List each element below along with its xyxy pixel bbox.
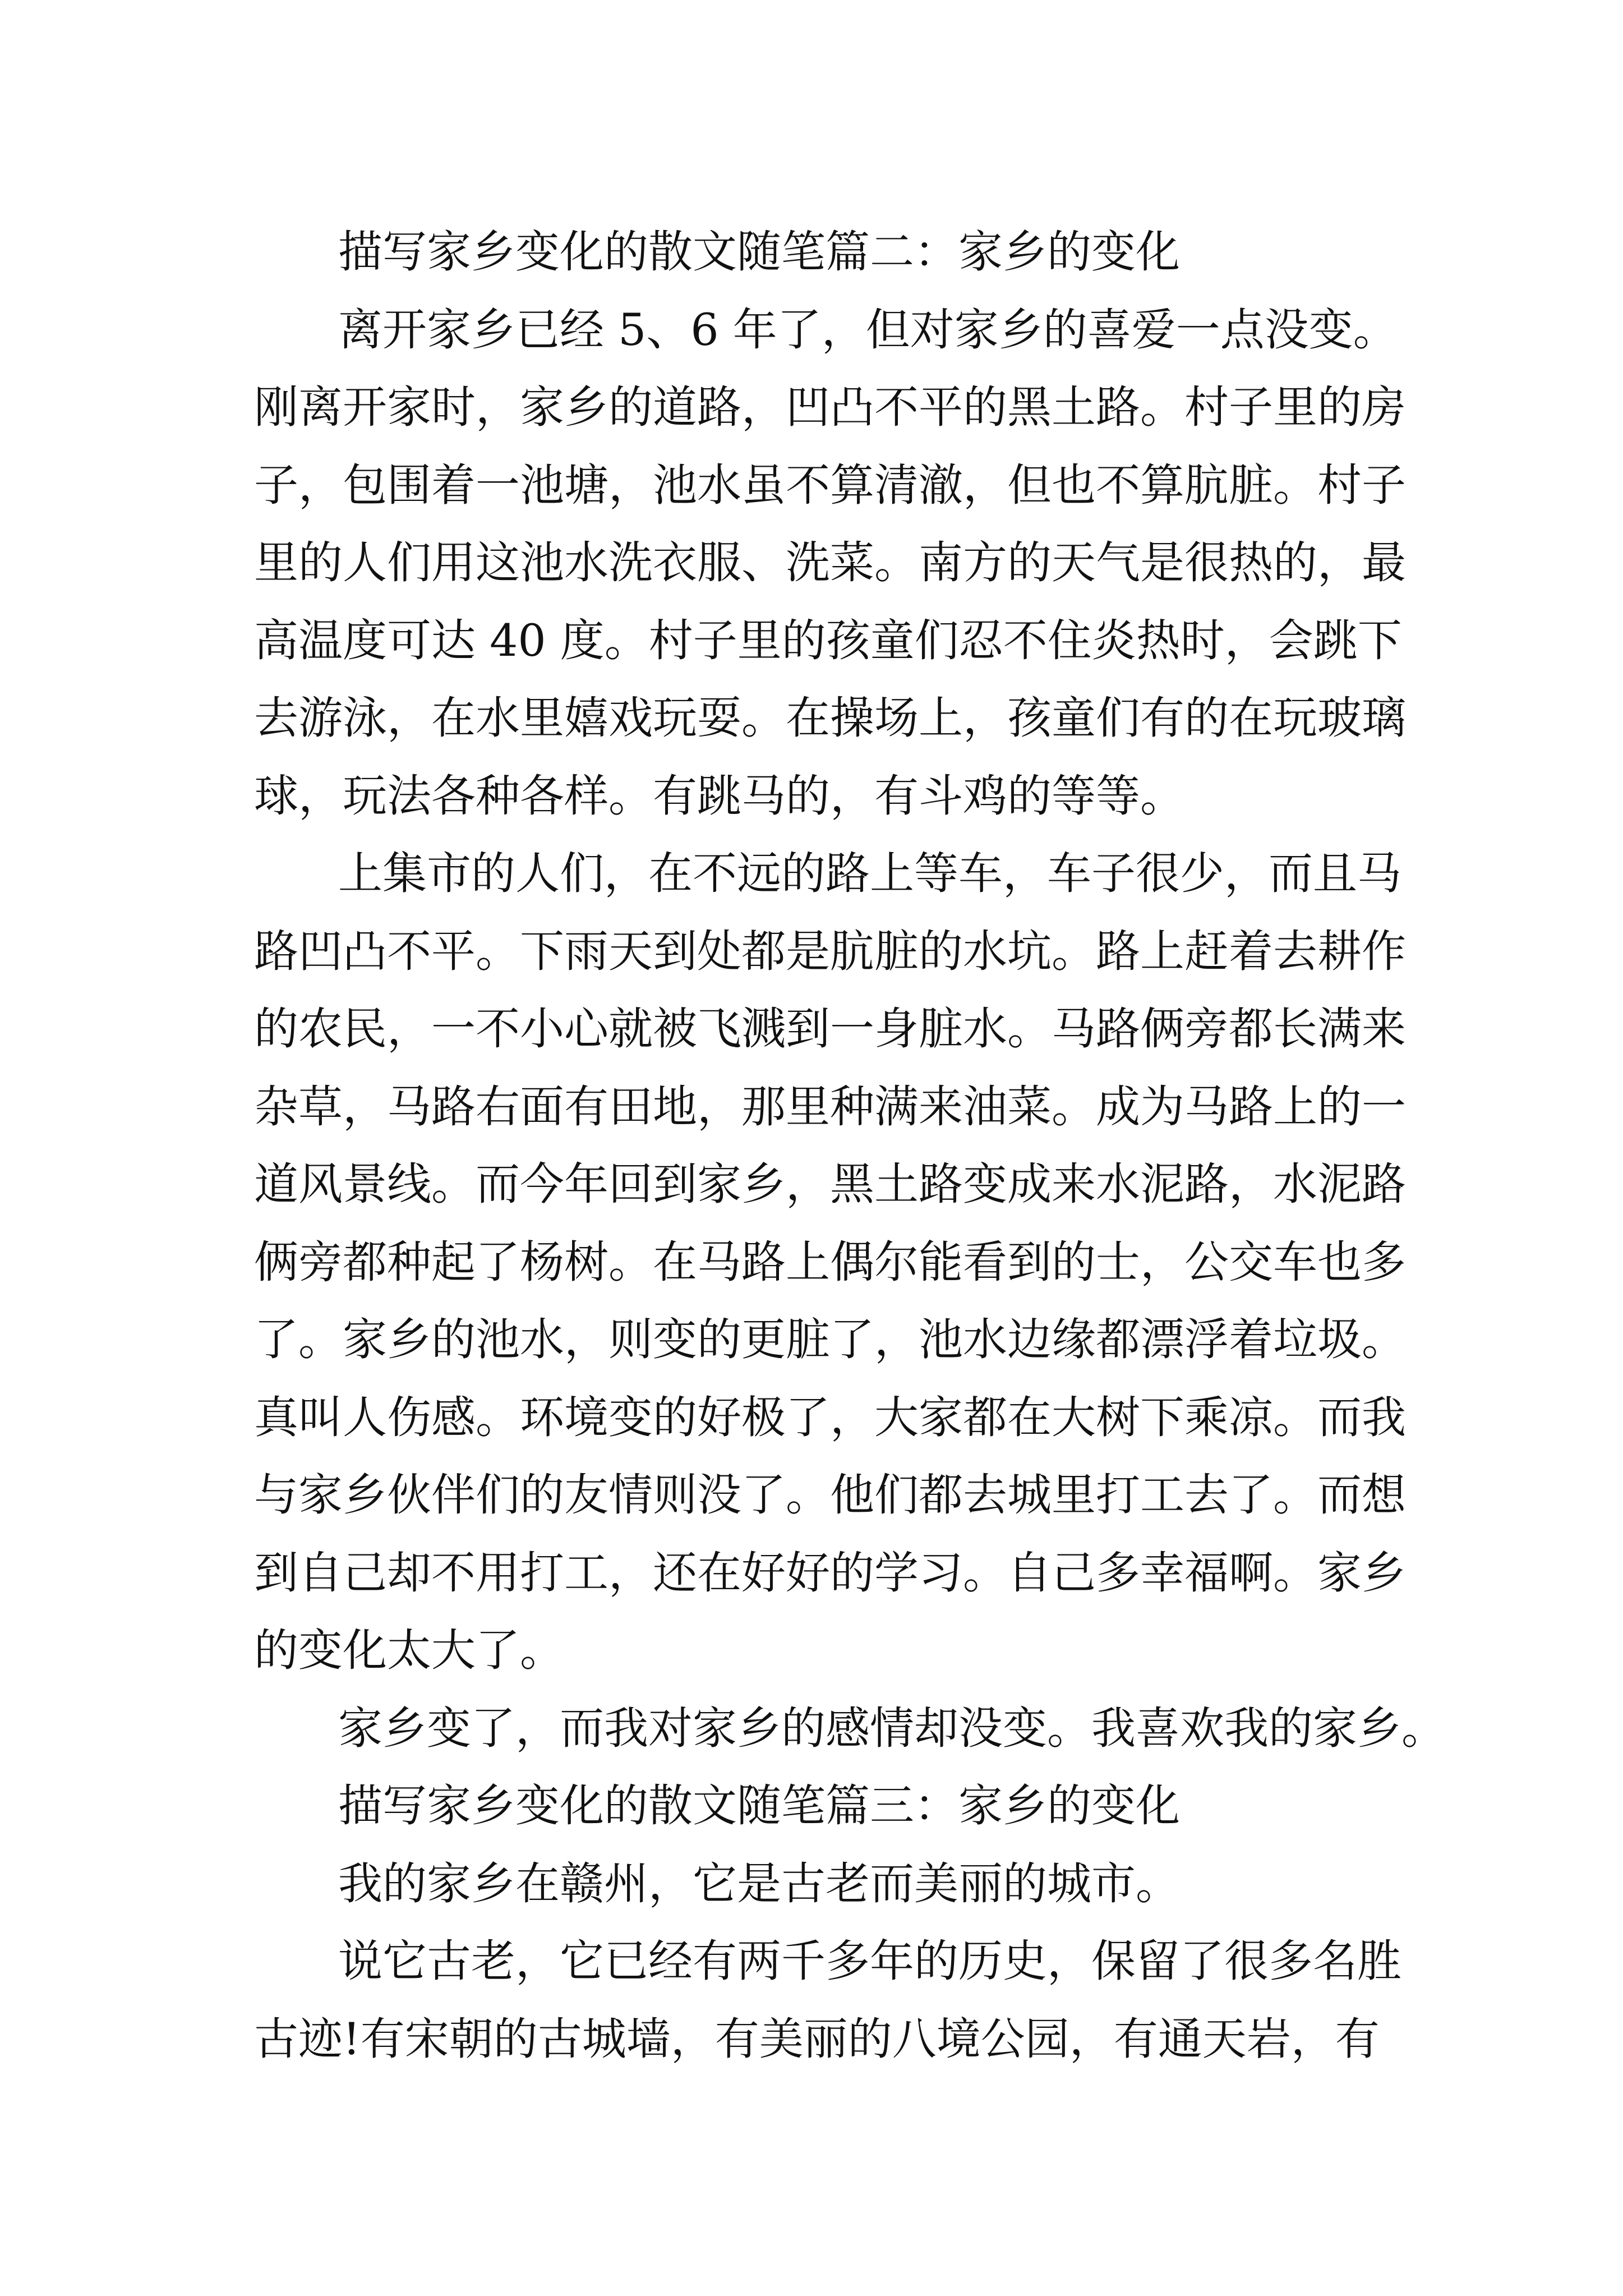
text-line: 了。家乡的池水，则变的更脏了，池水边缘都漂浮着垃圾。 <box>254 1314 1406 1365</box>
text-line: 离开家乡已经 5、6 年了，但对家乡的喜爱一点没变。 <box>338 303 1398 356</box>
text-line: 说它古老，它已经有两千多年的历史，保留了很多名胜 <box>338 1935 1401 1987</box>
text-line: 高温度可达 40 度。村子里的孩童们忍不住炎热时，会跳下 <box>254 614 1402 666</box>
text-line: 古迹!有宋朝的古城墙，有美丽的八境公园，有通天岩，有 <box>254 2013 1380 2065</box>
text-line: 去游泳，在水里嬉戏玩耍。在操场上，孩童们有的在玩玻璃 <box>254 692 1406 744</box>
text-line: 路凹凸不平。下雨天到处都是肮脏的水坑。路上赶着去耕作 <box>254 925 1406 977</box>
text-line: 球，玩法各种各样。有跳马的，有斗鸡的等等。 <box>254 770 1184 822</box>
text-line: 道风景线。而今年回到家乡，黑土路变成来水泥路，水泥路 <box>254 1158 1406 1210</box>
text-line: 俩旁都种起了杨树。在马路上偶尔能看到的士，公交车也多 <box>254 1236 1406 1288</box>
text-line: 描写家乡变化的散文随笔篇二：家乡的变化 <box>338 226 1180 278</box>
text-line: 到自己却不用打工，还在好好的学习。自己多幸福啊。家乡 <box>254 1547 1406 1599</box>
text-line: 的农民，一不小心就被飞溅到一身脏水。马路俩旁都长满来 <box>254 1003 1406 1055</box>
text-line: 的变化太大了。 <box>254 1625 564 1676</box>
text-line: 上集市的人们，在不远的路上等车，车子很少，而且马 <box>338 848 1401 899</box>
text-line: 与家乡伙伴们的友情则没了。他们都去城里打工去了。而想 <box>254 1469 1406 1521</box>
text-line: 家乡变了，而我对家乡的感情却没变。我喜欢我的家乡。 <box>338 1702 1446 1754</box>
text-line: 杂草，马路右面有田地，那里种满来油菜。成为马路上的一 <box>254 1080 1406 1133</box>
document-body <box>254 213 1446 2078</box>
text-line: 刚离开家时，家乡的道路，凹凸不平的黑土路。村子里的房 <box>254 381 1406 433</box>
text-line: 描写家乡变化的散文随笔篇三：家乡的变化 <box>338 1780 1180 1832</box>
text-line: 真叫人伤感。环境变的好极了，大家都在大树下乘凉。而我 <box>254 1391 1406 1443</box>
text-line: 里的人们用这池水洗衣服、洗菜。南方的天气是很热的，最 <box>254 537 1406 588</box>
text-line: 子，包围着一池塘，池水虽不算清澈，但也不算肮脏。村子 <box>254 459 1406 511</box>
text-line: 我的家乡在赣州，它是古老而美丽的城市。 <box>338 1857 1180 1910</box>
